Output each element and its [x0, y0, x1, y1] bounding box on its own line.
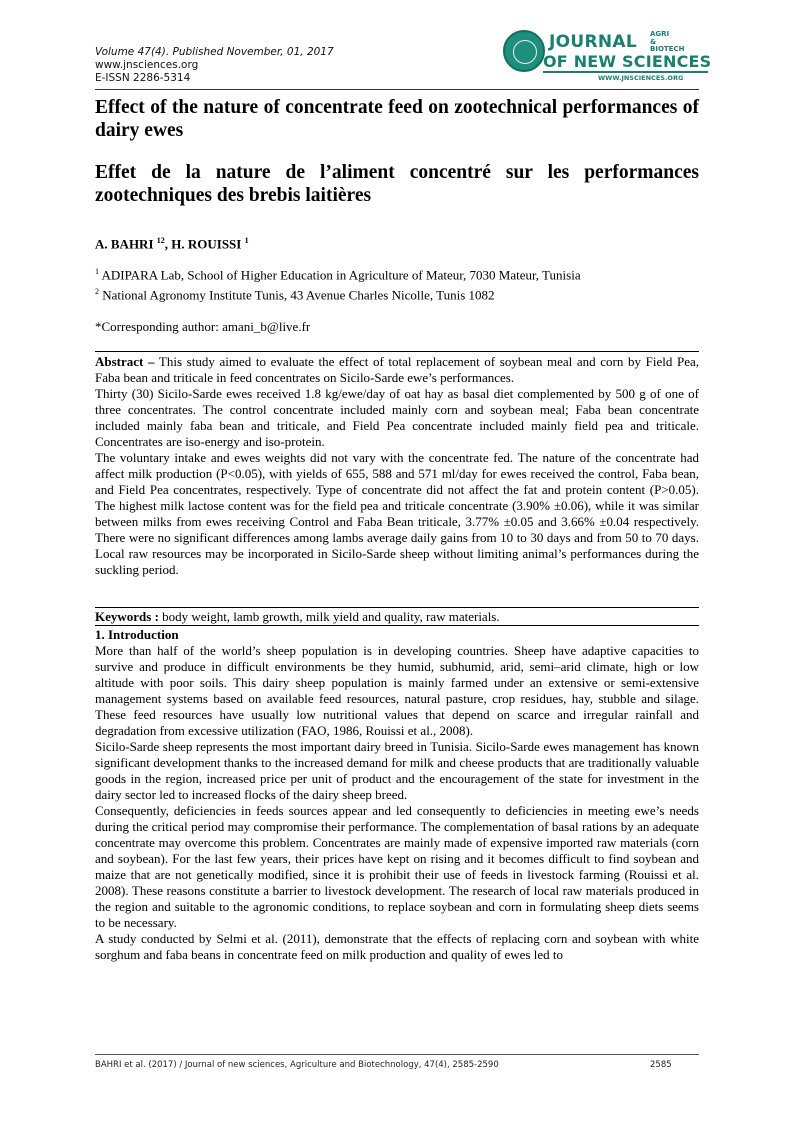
- author-2-sup: 1: [244, 236, 249, 245]
- intro-paragraph-2: Sicilo-Sarde sheep represents the most important dairy breed in Tunisia. Sicilo-Sarde ewes management has known significant development thanks to the increased demand for milk and cheese products that are traditionally valuable goods in the region, increased price per unit of product and the encouragement of the state for investment in the dairy sector led to increased flocks of the dairy sheep breed.: [95, 739, 699, 802]
- author-2-name: H. ROUISSI: [171, 236, 242, 252]
- title-english: Effect of the nature of concentrate feed on zootechnical performances of dairy ewes: [95, 97, 699, 141]
- authors-line: [95, 236, 249, 252]
- page-number: 2585: [650, 1060, 672, 1070]
- introduction-block: [95, 643, 699, 963]
- journal-seal-icon: [503, 30, 545, 72]
- website-link[interactable]: www.jnsciences.org: [95, 59, 199, 71]
- intro-paragraph-1: More than half of the world’s sheep population is in developing countries. Sheep have adaptive capacities to survive and produce in difficult environments be they humid, subhumid, arid, semi–arid climate, high or low altitude with poor soils. This dairy sheep population is mainly farmed under an extensive or semi-extensive management systems based on available feed resources, natural pasture, crop residues, hay, stubble and silage. These feed resources have usually low nutritional values that depend on scarce and irregular rainfall and degradation from excessive utilization (FAO, 1986, Rouissi et al., 2008).: [95, 643, 699, 738]
- abstract-paragraph-3: The voluntary intake and ewes weights did not vary with the concentrate fed. The nature of the concentrate had affect milk production (P<0.05), with yields of 655, 588 and 571 ml/day for ewes received the control, Faba bean, and Field Pea concentrates, respectively. Type of concentrate did not affect the fat and protein content (P>0.05). The highest milk lactose content was for the field pea and triticale concentrate (3.90% ±0.06), while it was similar between milks from ewes receiving Control and Faba Bean triticale, 3.77% ±0.05 and 3.66% ±0.04 respectively. There were no significant differences among lambs average daily gains from 10 to 30 days and from 50 to 70 days. Local raw resources may be incorporated in Sicilo-Sarde sheep without limiting animal’s performances during the suckling period.: [95, 450, 699, 577]
- abstract-paragraph-2: Thirty (30) Sicilo-Sarde ewes received 1.8 kg/ewe/day of oat hay as basal diet complemented by 500 g of one of three concentrates. The control concentrate included mainly corn and soybean meal; Faba bean concentrate included mainly faba bean and triticale, and Field Pea concentrate included mainly field pea and triticale. Concentrates are iso-energy and iso-protein.: [95, 386, 699, 449]
- affiliation-2-text: National Agronomy Institute Tunis, 43 Avenue Charles Nicolle, Tunis 1082: [99, 287, 495, 303]
- corresponding-author: *Corresponding author: amani_b@live.fr: [95, 319, 311, 334]
- abstract-top-rule: [95, 351, 699, 352]
- intro-paragraph-4: A study conducted by Selmi et al. (2011), demonstrate that the effects of replacing corn and soybean with white sorghum and faba beans in concentrate feed on milk production and quality of ewes led to: [95, 931, 699, 962]
- affiliation-1-sup: 1: [95, 267, 99, 276]
- author-separator: ,: [164, 236, 172, 252]
- affiliation-1: [95, 267, 581, 283]
- keywords-line: [95, 609, 699, 625]
- keywords-bottom-rule: [95, 625, 699, 626]
- abstract-paragraph-1: [95, 354, 699, 386]
- header-rule: [95, 89, 699, 90]
- section-heading-introduction: 1. Introduction: [95, 627, 179, 642]
- logo-agri-biotech: [650, 31, 684, 54]
- footer-rule: [95, 1054, 699, 1055]
- logo-biotech-text: BIOTECH: [650, 45, 685, 53]
- logo-amp-text: &: [650, 37, 657, 46]
- logo-new-sciences-text: OF NEW SCIENCES: [543, 52, 712, 71]
- abstract-p1-text: This study aimed to evaluate the effect of total replacement of soybean meal and corn by Field Pea, Faba bean and triticale in feed concentrates on Sicilo-Sarde ewe’s performances.: [95, 354, 699, 385]
- volume-line: Volume 47(4). Published November, 01, 2017: [95, 46, 334, 58]
- journal-logo: [503, 30, 712, 88]
- abstract-block: [95, 354, 699, 578]
- keywords-top-rule: [95, 607, 699, 608]
- logo-agri-text: AGRI: [650, 30, 670, 38]
- keywords-label: Keywords :: [95, 609, 159, 624]
- logo-url-text: WWW.JNSCIENCES.ORG: [598, 74, 684, 82]
- journal-header-meta: [95, 46, 334, 85]
- logo-divider: [543, 71, 708, 73]
- affiliation-1-text: ADIPARA Lab, School of Higher Education in Agriculture of Mateur, 7030 Mateur, Tunisia: [99, 267, 581, 283]
- title-french: Effet de la nature de l’aliment concentré sur les performances zootechniques des brebis laitières: [95, 162, 699, 206]
- intro-paragraph-3: Consequently, deficiencies in feeds sources appear and led consequently to deficiencies in meeting ewe’s needs during the critical period may compromise their performance. The complementation of basal rations by an adequate concentrate may overcome this problem. Concentrates are mainly made of expensive imported raw materials (corn and soybean). For the last few years, their prices have kept on rising and it becomes difficult to find soybean and maize that are not genetically modified, since it is prohibit their use of feeds in livestock farming (Rouissi et al. 2008). These reasons constitute a barrier to livestock development. The research of local raw materials produced in the region and suitable to the agronomic conditions, to replace soybean and corn in formulating sheep diets seems to be necessary.: [95, 803, 699, 930]
- logo-journal-text: JOURNAL: [549, 32, 637, 52]
- eissn-line: E-ISSN 2286-5314: [95, 72, 191, 84]
- keywords-text: body weight, lamb growth, milk yield and quality, raw materials.: [158, 609, 500, 624]
- affiliation-2: [95, 287, 495, 303]
- author-1-sup: 12: [156, 236, 165, 245]
- author-1-name: A. BAHRI: [95, 236, 154, 252]
- page-footer: [95, 1060, 699, 1070]
- abstract-label: Abstract –: [95, 354, 155, 369]
- affiliation-2-sup: 2: [95, 287, 99, 296]
- footer-citation: BAHRI et al. (2017) / Journal of new sciences, Agriculture and Biotechnology, 47(4), 2585-2590: [95, 1060, 499, 1070]
